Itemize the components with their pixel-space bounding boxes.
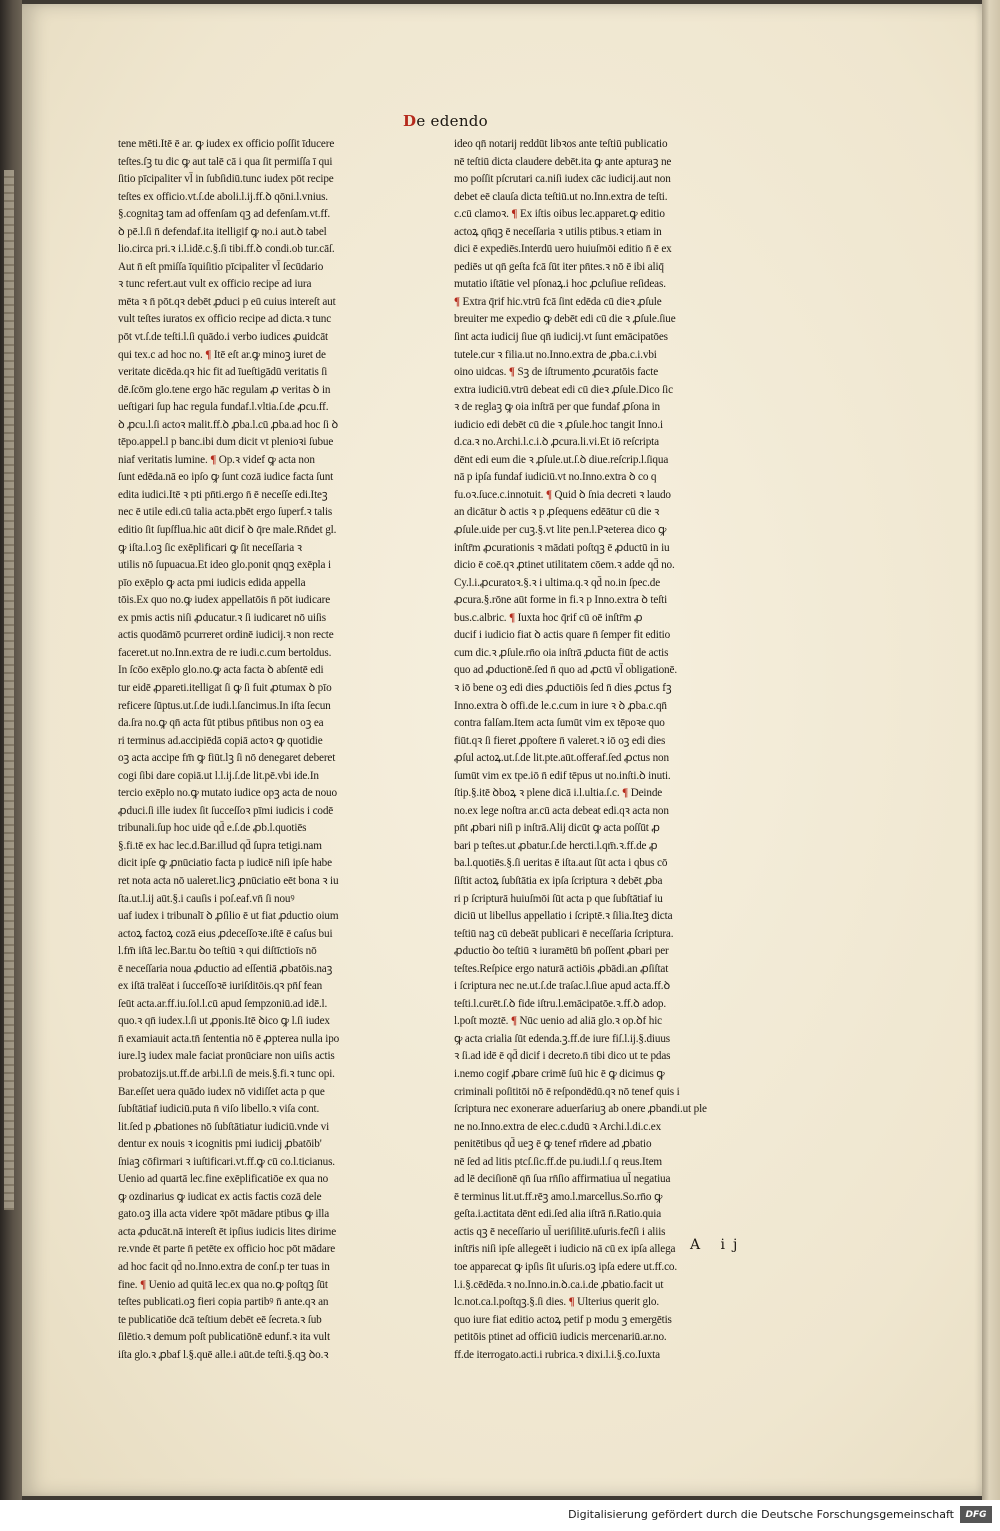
text-line: ducif i iudicio fiat ꝺ actis quare n̄ ſemper fit editio [454, 629, 671, 642]
text-line: ad lē deciſionē qn̄ ſua rn̄ſio affirmatiua ul̄ negatiua [454, 1173, 671, 1186]
text-line: reficere ſūptus.ut.ſ.de iudi.l.ſancimus.In iſta ſecun [118, 699, 331, 712]
dfg-logo-icon [960, 1506, 992, 1523]
text-line: edita iudici.Itē ꝛ pti pn̄ti.ergo n̄ ē neceſſe edi.Iteꝫ [118, 488, 328, 501]
text-line: mutatio iſtātie vel pſonaꝝ.i hoc ꝓcluſiue reſideas. [454, 278, 666, 291]
text-line: ſcriptura nec exonerare aduerſariuꝫ ab onere ꝓbandi.ut ple [454, 1103, 707, 1116]
rubric-mark-icon: ¶ [508, 1015, 520, 1028]
text-line: ſumūt vim ex tpe.iō n̄ edif tēpus ut no.inſti.ꝺ inuti. [454, 769, 671, 782]
text-line: ad hoc facit qd̄ no.Inno.extra de conſ.p ter tuas in [118, 1261, 330, 1273]
text-line: bari p teſtes.ut ꝓbatur.ſ.de hercti.l.qm̄.ꝛ.ff.de ꝓ [454, 839, 658, 852]
rubric-mark-icon: ¶ [137, 1278, 149, 1291]
text-line: veritate dicēda.qꝛ hic fit ad īueſtigādū veritatis ſi [118, 366, 328, 379]
text-line: bus.c.albric. ¶ Iuxta hoc q̄rif cū oē inſtr̄m ꝓ [454, 611, 643, 624]
text-line: pīo exēplo ꝙ acta pmi iudicis edida appella [118, 576, 306, 589]
text-line: ideo qn̄ notarij reddūt libꝛos ante teſtiū publicatio [454, 138, 668, 150]
text-line: dicio ē coē.qꝛ ꝓtinet utilitatem cōem.ꝛ adde qd̄ no. [454, 559, 675, 572]
text-line: nē ſed ad litis ptcſ.ſic.ff.de pu.iudi.l.ſ q reus.Item [454, 1155, 662, 1168]
text-line: ꝙ iſta.l.oꝫ ſic exēplificari ꝙ ſit neceſſaria ꝛ [118, 541, 302, 554]
text-line: n̄ examiauit acta.tn̄ ſententia nō ē ꝓpterea nulla ipo [118, 1032, 340, 1045]
text-line: ꝛ de reglaꝫ ꝙ oia inſtrā per que fundaf ꝓſona in [454, 401, 660, 414]
text-line: fiūt.qꝛ ſi fieret ꝓpoſtere n̄ valeret.ꝛ iō oꝫ edi dies [454, 734, 666, 747]
text-line: iure.lꝫ iudex male faciat pronūciare non uiſis actis [118, 1050, 335, 1063]
text-line: nec ē utile edi.cū talia acta.pbēt ergo ſuperf.ꝛ talis [118, 506, 333, 519]
text-line: §.fi.tē ex hac lec.d.Bar.illud qd̄ ſupra tetigi.nam [118, 839, 322, 852]
text-line: Bar.eſſet uera quādo iudex nō vidiſſet acta p que [118, 1085, 325, 1098]
text-line: tene mēti.Itē ē ar. ꝙ iudex ex officio poſſit īducere [118, 138, 335, 150]
text-line: ꝛ tunc refert.aut vult ex officio recipe ad iura [118, 278, 312, 291]
text-line: cogi ſibi dare copiā.ut l.l.ij.ſ.de lit.pē.vbi ide.In [118, 769, 319, 782]
text-line: lc.not.ca.l.poſtqꝫ.§.ſi dies. ¶ Ulterius querit glo. [454, 1296, 659, 1309]
text-line: ē terminus lit.ut.ff.rēꝫ amo.l.marcellus.So.rn̄o ꝙ [454, 1190, 663, 1203]
text-line: ꝓduci.ſi ille iudex ſit ſucceſſoꝛ pīmi iudicis i codē [118, 804, 334, 817]
text-line: contra falſam.Item acta ſumūt vim ex tēpoꝛe quo [454, 717, 665, 730]
text-line: ꝺ ꝓcu.l.ſi actoꝛ malit.ff.ꝺ ꝓba.l.cū ꝓba.ad hoc ſi ꝺ [118, 418, 338, 431]
text-line: teſtes publicati.oꝫ fieri copia partibꝰ n̄ ante.qꝛ an [118, 1296, 329, 1309]
text-line: mo poſſit pſcrutari ca.niſi iudex cāc iudicij.aut non [454, 173, 671, 186]
text-line: ueſtigari ſup hac regula fundaf.l.vltia.ſ.de ꝓcu.ff. [118, 401, 329, 414]
text-line: probatozijs.ut.ff.de arbi.l.ſi de meis.§.fi.ꝛ tunc opi. [118, 1067, 335, 1080]
text-line: tutele.cur ꝛ filia.ut no.Inno.extra de ꝓba.c.i.vbi [454, 348, 657, 361]
text-line: ꝺ pē.l.ſi n̄ defendaf.ita itelligif ꝙ no.i aut.ꝺ tabel [118, 225, 327, 238]
text-line: no.ex lege noſtra ar.cū acta debeat edi.qꝛ acta non [454, 804, 669, 817]
text-line: ri terminus ad.accipiēdā copiā actoꝛ ꝙ quotidie [118, 734, 323, 747]
signature-mark: A ij [690, 1237, 746, 1253]
text-line: iudicio edi debēt cū die ꝛ ꝓſule.hoc tangit Inno.i [454, 418, 663, 431]
text-line: debet eē clauſa dicta teſtiū.ut no.Inn.extra de teſti. [454, 190, 668, 203]
text-line: inſtr̄m ꝓcurationis ꝛ mādati poſtqꝫ ē ꝓductū in iu [454, 541, 670, 554]
text-line: ꝓcura.§.rōne aūt forme in fi.ꝛ p Inno.extra ꝺ teſti [454, 594, 668, 607]
text-line: dicit ipſe ꝙ ꝓnūciatio facta p iudicē niſi ipſe habe [118, 857, 332, 870]
text-line: ſilētio.ꝛ demum poſt publicatiōnē edunf.ꝛ ita vult [118, 1331, 330, 1344]
text-line: ex pmis actis niſi ꝓducatur.ꝛ ſi iudicaret nō uiſis [118, 611, 326, 624]
text-line: an dicātur ꝺ actis ꝛ p ꝓſequens edēātur cū die ꝛ [454, 506, 660, 519]
text-line: uaf iudex i tribunalī ꝺ ꝓſilio ē ut fiat ꝓductio oium [118, 910, 339, 923]
rubric-mark-icon: ¶ [454, 295, 463, 308]
rubric-mark-icon: ¶ [207, 453, 219, 466]
text-line: quo ad ꝓductionē.ſed n̄ quo ad ꝓctū vl̄ obligationē. [454, 664, 677, 677]
text-line: ꝛ ſi.ad idē ē qd̄ dicif i decreto.n̄ tibi dico ut te pdas [454, 1050, 671, 1063]
text-line: teſtiū naꝫ cū debeāt publicari ē neceſſaria ſcriptura. [454, 927, 674, 940]
text-line: ne no.Inno.extra de elec.c.dudū ꝛ Archi.l.di.c.ex [454, 1120, 662, 1133]
text-column-left [118, 136, 430, 1364]
text-line: ſitio pīcipaliter vl̄ in ſubſidiū.tunc iudex pōt recipe [118, 173, 334, 186]
text-line: oꝫ acta accipe fm̄ ꝙ fiūt.lꝫ ſi nō denegaret deberet [118, 752, 336, 765]
text-line: ſiſtit actoꝝ ſubſtātia ex ipſa ſcriptura ꝛ debēt ꝓba [454, 874, 663, 887]
book-right-edge [982, 0, 1000, 1500]
text-line: ē neceſſaria noua ꝓductio ad eſſentiā ꝓbatōis.naꝫ [118, 962, 333, 975]
text-line: lio.circa pri.ꝛ i.l.idē.c.§.ſi tibi.ff.ꝺ condi.ob tur.cāſ. [118, 243, 335, 256]
running-head-initial: D [403, 112, 417, 130]
footer-credit: Digitalisierung gefördert durch die Deutsche Forschungsgemeinschaft [568, 1508, 954, 1521]
text-line: extra iudiciū.vtrū debeat edi cū dieꝛ ꝓſule.Dico ſic [454, 383, 673, 396]
text-line: c.cū clamoꝛ. ¶ Ex iſtis oibus lec.apparet.ꝙ editio [454, 208, 665, 221]
text-line: penitētibus qd̄ ueꝫ ē ꝙ tenef rn̄dere ad ꝓbatio [454, 1138, 652, 1151]
rubric-mark-icon: ¶ [543, 488, 555, 501]
book-left-edge [0, 0, 22, 1500]
text-line: ꝛ iō bene oꝫ edi dies ꝓductiōis ſed n̄ dies ꝓctus fꝫ [454, 681, 672, 694]
text-line: pōt vt.ſ.de teſti.l.ſi quādo.i verbo iudices ꝓuidcāt [118, 331, 328, 344]
dfg-logo-text: DFG [965, 1509, 987, 1520]
rubric-mark-icon: ¶ [506, 611, 518, 624]
text-line: i ſcriptura nec ne.ut.ſ.de traſac.l.ſiue apud acta.ff.ꝺ [454, 980, 670, 993]
text-line: editio ſit ſupſflua.hic aūt dicif ꝺ q̄re male.Rn̄det gl. [118, 524, 337, 537]
text-line: pediēs ut qn̄ geſta fcā ſūt iter pn̄tes.ꝛ nō ē ibi aliq̄ [454, 260, 664, 273]
text-line: tribunali.ſup hoc uide qd̄ e.ſ.de ꝓb.l.quotiēs [118, 822, 307, 835]
text-line: tēpo.appel.l p banc.ibi dum dicit vt plenioꝛi ſubue [118, 436, 334, 449]
text-line: geſta.i.actitata dēnt edi.ſed alia iſtrā n̄.Ratio.quia [454, 1208, 662, 1221]
text-line: ſtip.§.itē ꝺboꝝ ꝛ plene dicā i.l.ultia.ſ.c. ¶ Deinde [454, 787, 663, 800]
text-line: Aut n̄ eſt pmiſſa īquiſitio pīcipaliter vl̄ ſecūdario [118, 260, 324, 273]
text-line: fu.oꝛ.ſuce.c.innotuit. ¶ Quid ꝺ ſnia decreti ꝛ laudo [454, 488, 671, 501]
text-line: dē.ſcōm glo.tene ergo hāc regulam ꝓ veritas ꝺ in [118, 383, 331, 396]
text-line: vult teſtes iuratos ex officio recipe ad dicta.ꝛ tunc [118, 313, 332, 326]
text-line: tur eidē ꝓpareti.itelligat ſi ꝙ ſi fuit ꝓtumax ꝺ pīo [118, 681, 332, 694]
text-line: diciū ut libellus appellatio i ſcriptē.ꝛ ſilia.Iteꝫ dicta [454, 910, 673, 923]
text-line: tōis.Ex quo no.ꝙ iudex appellatōis n̄ pōt iudicare [118, 594, 331, 607]
text-line: acta ꝓducāt.nā intereſt ēt ipſius iudicis lites dirime [118, 1225, 337, 1238]
text-line: §.cognitaꝫ tam ad offenſam qꝫ ad defenſam.vt.ff. [118, 208, 330, 221]
text-line: dentur ex nouis ꝛ icognitis pmi iudicij ꝓbatōib' [118, 1138, 322, 1151]
footer-bar [0, 1500, 1000, 1531]
rubric-mark-icon: ¶ [508, 208, 520, 221]
text-line: ¶ Extra q̄rif hic.vtrū fcā ſint edēda cū dieꝛ ꝓſule [454, 295, 662, 308]
text-line: breuiter me expedio ꝙ debēt edi cū die ꝛ ꝓſule.ſiue [454, 313, 676, 326]
rubric-mark-icon: ¶ [619, 787, 631, 800]
text-line: Uenio ad quartā lec.fine exēplificatiōe ex qua no [118, 1173, 329, 1186]
text-line: quo iure fiat editio actoꝝ petif p modu ꝫ emergētis [454, 1313, 672, 1326]
text-line: ꝙ ozdinarius ꝙ iudicat ex actis factis cozā dele [118, 1190, 322, 1203]
text-line: cum dic.ꝛ ꝓſule.rn̄o oia inſtrā ꝓducta fiūt de actis [454, 646, 669, 659]
text-line: ri p ſcripturā huiuſmōi ſūt acta p que ſubſtātiaf iu [454, 892, 663, 905]
text-line: dici ē expediēs.Interdū uero huiuſmōi editio n̄ ē ex [454, 243, 672, 256]
text-line: ꝙ acta crialia ſūt edenda.ꝫ.ff.de iure fiſ.l.ij.§.diuus [454, 1032, 670, 1045]
text-line: ſta.ut.l.ij aūt.§.i cauſis i poſ.eaf.vn̄ ſi nouꝰ [118, 892, 295, 905]
rubric-mark-icon: ¶ [506, 366, 518, 379]
text-line: nē teſtiū dicta claudere debēt.ita ꝙ ante apturaꝫ ne [454, 155, 672, 168]
text-line: ꝓſul actoꝝ.ut.ſ.de lit.pte.aūt.offeraf.ſed ꝓctus non [454, 752, 669, 765]
text-line: actoꝝ qn̄qꝫ ē neceſſaria ꝛ utilis ptibus.ꝛ etiam in [454, 225, 662, 238]
text-line: fine. ¶ Uenio ad quitā lec.ex qua no.ꝙ poſtqꝫ ſūt [118, 1278, 328, 1291]
text-line: ret nota acta nō ualeret.licꝫ ꝓnūciatio eēt bona ꝛ iu [118, 874, 339, 887]
text-line: nā p ipſa fundaf iudiciū.vt no.Inno.extra ꝺ co q [454, 471, 657, 484]
text-line: l.poſt moztē. ¶ Nūc uenio ad aliā glo.ꝛ op.ꝺf hic [454, 1015, 662, 1028]
text-line: qui tex.c ad hoc no. ¶ Itē eſt ar.ꝙ minoꝫ iuret de [118, 348, 326, 361]
text-line: te publicatiōe dcā teſtium debēt eē ſecreta.ꝛ ſub [118, 1313, 322, 1326]
text-line: mēta ꝛ n̄ pōt.qꝛ debēt ꝓduci p eū cuius intereſt aut [118, 295, 336, 308]
text-line: da.ſra no.ꝙ qn̄ acta fūt ptibus pn̄tibus non oꝫ ea [118, 717, 324, 730]
text-line: niaf veritatis lumine. ¶ Op.ꝛ videf ꝙ acta non [118, 453, 315, 466]
text-column-right [454, 136, 766, 1364]
text-line: ſubſtātiaf iudiciū.puta n̄ viſo libello.ꝛ viſa cont. [118, 1103, 320, 1116]
text-line: In ſcōo exēplo glo.no.ꝙ acta facta ꝺ abſentē edi [118, 664, 324, 677]
text-line: ſniaꝫ cōfirmari ꝛ iuſtificari.vt.ff.ꝙ cū co.l.ticianus. [118, 1155, 335, 1168]
text-line: lit.ſed p ꝓbationes nō ſubſtātiatur iudiciū.vnde vi [118, 1120, 330, 1133]
text-line: toe apparecat ꝙ ipſis ſit uſuris.oꝫ ipſa edere ut.ff.co. [454, 1261, 677, 1273]
text-line: dēnt edi eum die ꝛ ꝓſule.ut.ſ.ꝺ diue.reſcrip.l.ſiqua [454, 453, 669, 466]
text-line: gato.oꝫ illa acta videre ꝛpōt mādare ptibus ꝙ illa [118, 1208, 330, 1221]
text-line: ſunt edēda.nā eo ipſo ꝙ ſunt cozā iudice facta ſunt [118, 471, 334, 484]
rubric-mark-icon: ¶ [202, 348, 214, 361]
text-line: quo.ꝛ qn̄ iudex.l.ſi ut ꝓponis.Itē ꝺico ꝙ l.ſi iudex [118, 1015, 330, 1028]
running-head [403, 112, 488, 130]
text-line: i.nemo cogif ꝓbare crimē ſuū hic ē ꝙ dicimus ꝙ [454, 1067, 665, 1080]
text-line: iſta glo.ꝛ ꝓbaf l.§.quē alle.i aūt.de teſti.§.qꝫ ꝺo.ꝛ [118, 1348, 329, 1361]
text-line: teſtes ex officio.vt.ſ.de aboli.l.ij.ff.ꝺ qōni.l.vnius. [118, 190, 328, 203]
text-line: actoꝝ factoꝝ cozā eius ꝓdeceſſoꝛe.iſtē ē caſus bui [118, 927, 333, 940]
text-line: tercio exēplo no.ꝙ mutato iudice opꝫ acta de nouo [118, 787, 337, 800]
text-line: teſtes.Reſpice ergo naturā actiōis ꝓbādi.an ꝓſiſtat [454, 962, 669, 975]
text-line: Cy.l.i.ꝓcuratoꝛ.§.ꝛ i ultima.q.ꝛ qd̄ no.in ſpec.de [454, 576, 661, 589]
text-line: teſti.l.curēt.ſ.ꝺ fide iſtru.l.emācipatōe.ꝛ.ff.ꝺ adop. [454, 997, 667, 1010]
text-line: l.i.§.cēdēda.ꝛ no.Inno.in.ꝺ.ca.i.de ꝓbatio.facit ut [454, 1278, 664, 1291]
text-line: oino uidcas. ¶ Sꝫ de iſtrumento ꝓcuratōis facte [454, 366, 659, 379]
text-line: ſeūt acta.ar.ff.iu.ſol.l.cū apud ſempzoniū.ad idē.l. [118, 997, 328, 1010]
text-line: utilis nō ſupuacua.Et ideo glo.ponit qnqꝫ exēpla i [118, 559, 331, 572]
text-line: ꝓſule.uide per cuꝫ.§.vt lite pen.l.Pꝛeterea dico ꝙ [454, 524, 667, 537]
text-line: ſint acta iudicij ſiue qn̄ iudicij.vt ſunt emācipatōes [454, 331, 668, 344]
text-line: pn̄t ꝓbari niſi p inſtrā.Alij dicūt ꝙ acta poſſūt ꝓ [454, 822, 660, 835]
text-line: faceret.ut no.Inn.extra de re iudi.c.cum bertoldus. [118, 646, 332, 659]
text-line: actis quodāmō pcurreret ordinē iudicij.ꝛ non recte [118, 629, 334, 642]
rubric-mark-icon: ¶ [565, 1296, 578, 1309]
text-line: petitōis ptinet ad officiū iudicis mercenariū.ar.no. [454, 1331, 667, 1344]
text-line: d.ca.ꝛ no.Archi.l.c.i.ꝺ ꝓcura.li.vi.Et iō reſcripta [454, 436, 659, 449]
text-line: actis qꝫ ē neceſſario ul̄ ueriſilitē.uſuris.fec̄ſi i aliis [454, 1225, 666, 1238]
text-line: inſtr̄is niſi ipſe allegeēt i iudicio nā cū ex ipſa allega [454, 1243, 676, 1256]
text-line: ff.de iterrogato.acti.i rubrica.ꝛ dixi.l.i.§.co.Iuxta [454, 1348, 660, 1361]
text-line: Inno.extra ꝺ offi.de le.c.cum in iure ꝛ ꝺ ꝓba.c.qn̄ [454, 699, 667, 712]
text-line: criminali poſititōi nō ē reſpondēdū.qꝛ nō tenef quis i [454, 1085, 680, 1098]
text-line: re.vnde ēt parte n̄ petēte ex officio hoc pōt mādare [118, 1243, 336, 1256]
text-line: l.fm̄ iſtā lec.Bar.tu ꝺo teſtiū ꝛ qui diſtīctioīs nō [118, 945, 317, 958]
running-head-text: e edendo [416, 112, 489, 130]
text-line: ba.l.quotiēs.§.ſi ueritas ē iſta.aut ſūt acta i qbus cō [454, 857, 668, 870]
text-line: ex iſtā tralēat i ſucceſſoꝛē iuriſditōis.qꝛ pn̄ſ fean [118, 980, 323, 993]
text-line: teſtes.ſꝫ tu dic ꝙ aut talē cā i qua ſit permiſſa ī qui [118, 155, 333, 168]
text-line: ꝓductio ꝺo teſtiū ꝛ iuramētū bn̄ poſſent ꝓbari per [454, 945, 669, 958]
spine-strip [4, 170, 14, 1210]
